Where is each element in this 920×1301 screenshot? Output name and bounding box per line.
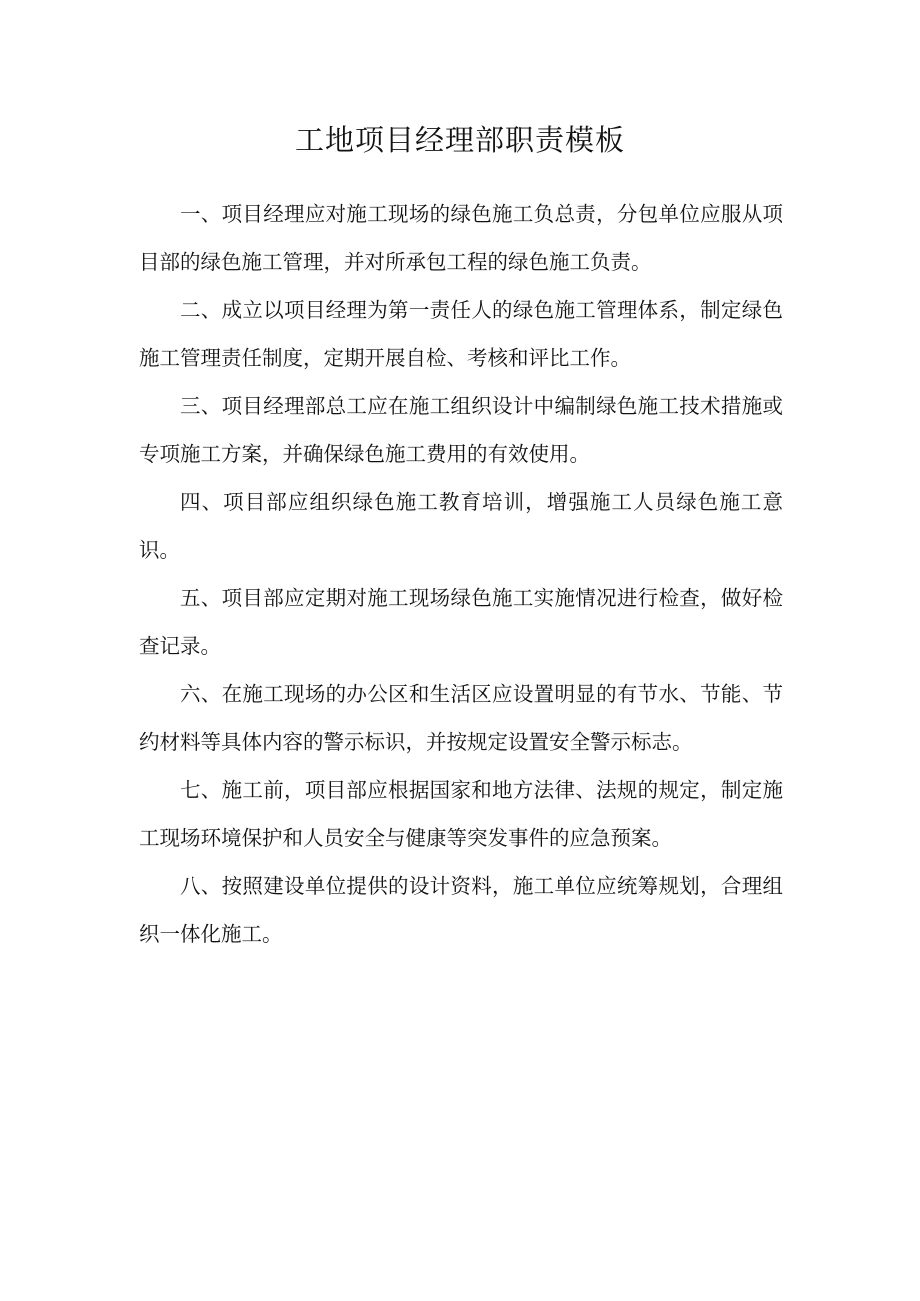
paragraph-2: 二、成立以项目经理为第一责任人的绿色施工管理体系，制定绿色施工管理责任制度，定期开展自检、考核和评比工作。 — [139, 298, 783, 370]
paragraph-6: 六、在施工现场的办公区和生活区应设置明显的有节水、节能、节约材料等具体内容的警示标识，并按规定设置安全警示标志。 — [139, 682, 783, 754]
paragraph-4: 四、项目部应组织绿色施工教育培训，增强施工人员绿色施工意识。 — [139, 490, 783, 562]
document-title: 工地项目经理部职责模板 — [294, 123, 625, 157]
document-body — [139, 190, 783, 958]
paragraph-1: 一、项目经理应对施工现场的绿色施工负总责，分包单位应服从项目部的绿色施工管理，并对所承包工程的绿色施工负责。 — [139, 202, 783, 274]
paragraph-5: 五、项目部应定期对施工现场绿色施工实施情况进行检查，做好检查记录。 — [139, 586, 783, 658]
paragraph-7: 七、施工前，项目部应根据国家和地方法律、法规的规定，制定施工现场环境保护和人员安全与健康等突发事件的应急预案。 — [139, 778, 783, 850]
paragraph-3: 三、项目经理部总工应在施工组织设计中编制绿色施工技术措施或专项施工方案，并确保绿色施工费用的有效使用。 — [139, 394, 783, 466]
paragraph-8: 八、按照建设单位提供的设计资料，施工单位应统筹规划，合理组织一体化施工。 — [139, 874, 783, 946]
